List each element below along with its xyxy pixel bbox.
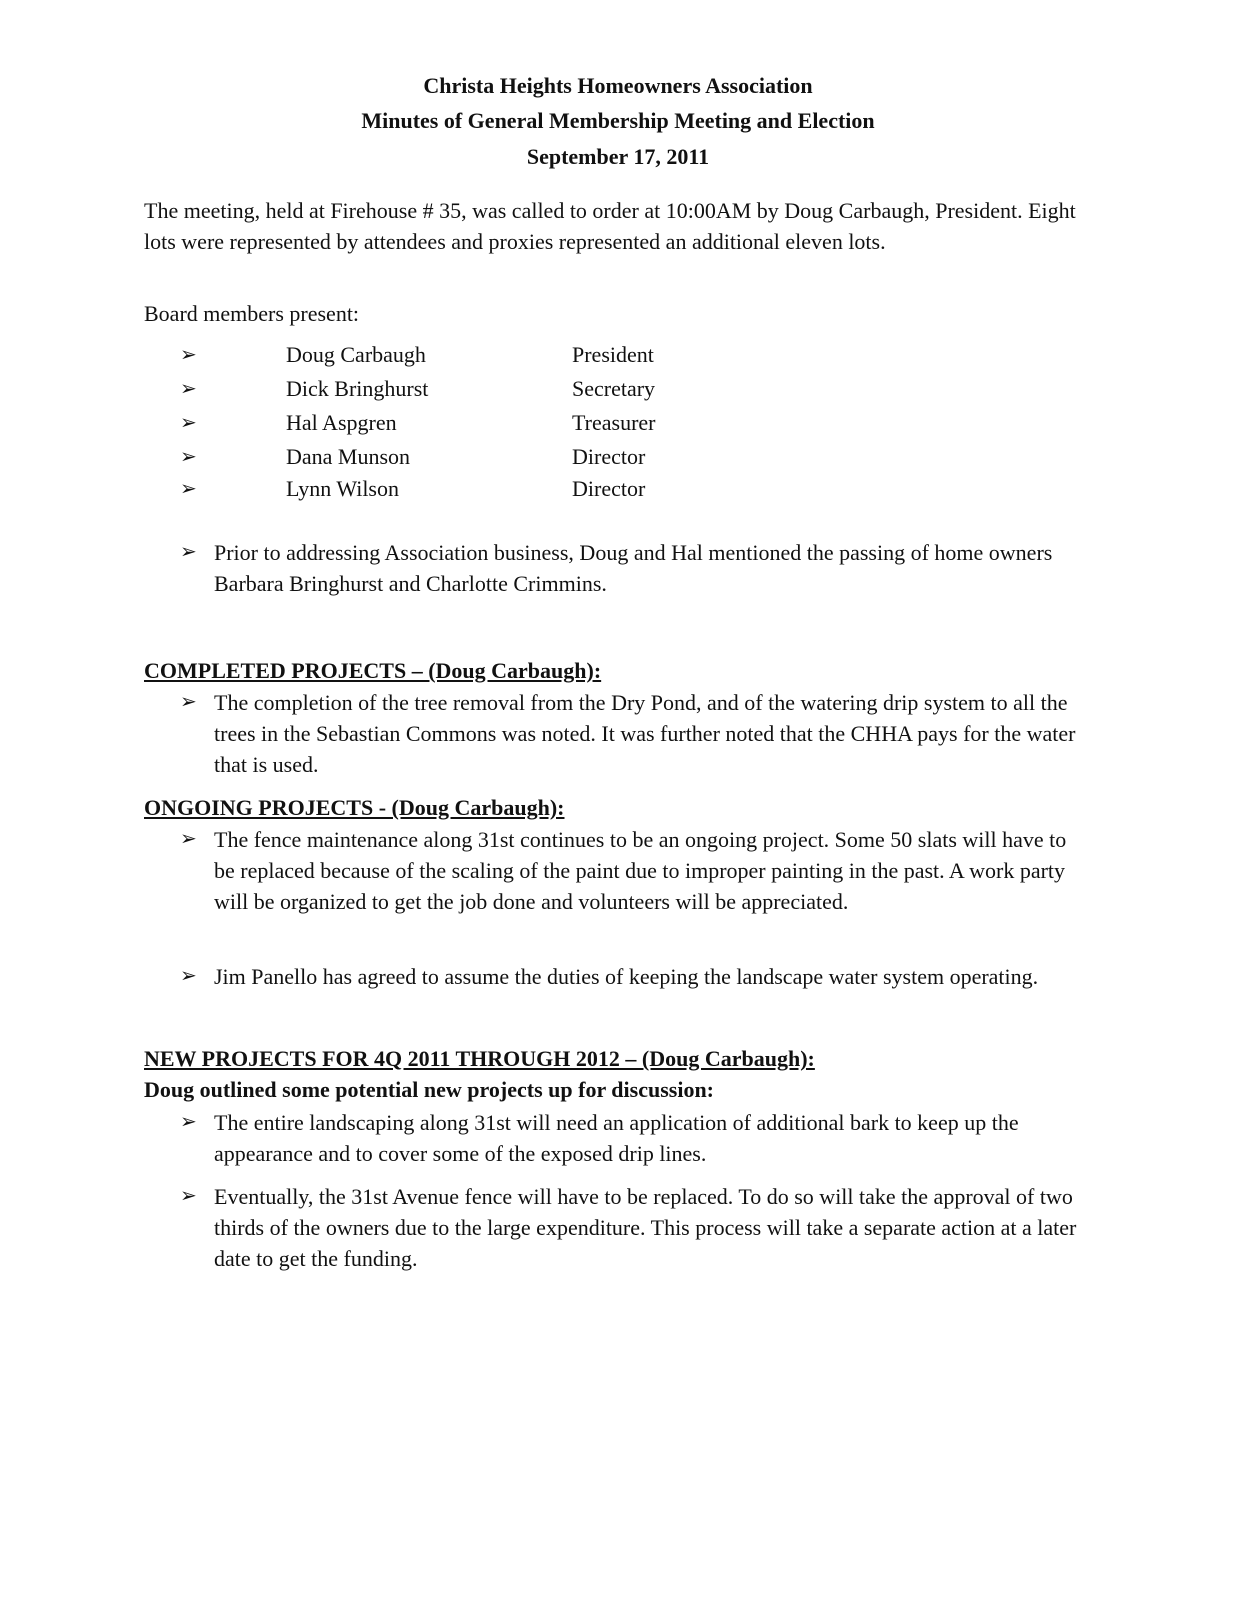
completed-project-item <box>180 687 1080 780</box>
board-member-role: Director <box>572 476 646 501</box>
ongoing-project-text: Jim Panello has agreed to assume the duties of keeping the landscape water system operating. <box>214 964 1039 989</box>
board-member-row <box>0 442 1236 472</box>
document-title: Christa Heights Homeowners Association <box>423 73 813 98</box>
intro-paragraph: The meeting, held at Firehouse # 35, was called to order at 10:00AM by Doug Carbaugh, President. Eight lots were represented by attendees and proxies represented an additional eleven lots. <box>144 198 1076 254</box>
arrow-bullet-icon: ➢ <box>180 1111 197 1133</box>
ongoing-project-item <box>180 961 1080 992</box>
arrow-bullet-icon: ➢ <box>180 965 197 987</box>
board-member-row <box>0 474 1236 504</box>
ongoing-project-item <box>180 824 1080 917</box>
completed-projects-heading: COMPLETED PROJECTS – (Doug Carbaugh): <box>144 658 602 683</box>
arrow-bullet-icon: ➢ <box>180 378 197 400</box>
completed-project-text: The completion of the tree removal from the Dry Pond, and of the watering drip system to all the trees in the Sebastian Commons was noted. It was further noted that the CHHA pays for the water that is used. <box>214 690 1076 777</box>
new-project-text: The entire landscaping along 31st will need an application of additional bark to keep up the appearance and to cover some of the exposed drip lines. <box>214 1110 1019 1166</box>
board-member-role: Secretary <box>572 376 656 401</box>
board-members-label: Board members present: <box>144 301 360 326</box>
arrow-bullet-icon: ➢ <box>180 541 197 563</box>
arrow-bullet-icon: ➢ <box>180 478 197 500</box>
new-project-item <box>180 1107 1080 1169</box>
arrow-bullet-icon: ➢ <box>180 412 197 434</box>
board-member-role: Director <box>572 444 646 469</box>
new-projects-heading: NEW PROJECTS FOR 4Q 2011 THROUGH 2012 – (Doug Carbaugh): <box>144 1046 815 1071</box>
prior-note-text: Prior to addressing Association business, Doug and Hal mentioned the passing of home owners Barbara Bringhurst and Charlotte Crimmins. <box>214 540 1053 596</box>
board-member-name: Dana Munson <box>286 444 411 469</box>
board-member-name: Hal Aspgren <box>286 410 397 435</box>
board-member-row <box>0 340 1236 370</box>
arrow-bullet-icon: ➢ <box>180 1185 197 1207</box>
board-member-name: Dick Bringhurst <box>286 376 429 401</box>
arrow-bullet-icon: ➢ <box>180 828 197 850</box>
board-member-row <box>0 374 1236 404</box>
arrow-bullet-icon: ➢ <box>180 344 197 366</box>
new-project-item <box>180 1181 1080 1274</box>
prior-note-item <box>180 537 1080 599</box>
new-projects-subheading: Doug outlined some potential new projects up for discussion: <box>144 1077 715 1102</box>
board-member-role: President <box>572 342 654 367</box>
new-project-text: Eventually, the 31st Avenue fence will have to be replaced. To do so will take the approval of two thirds of the owners due to the large expenditure. This process will take a separate action at a later date to get the funding. <box>214 1184 1077 1271</box>
ongoing-projects-heading: ONGOING PROJECTS - (Doug Carbaugh): <box>144 795 565 820</box>
board-member-row <box>0 408 1236 438</box>
ongoing-project-text: The fence maintenance along 31st continues to be an ongoing project. Some 50 slats will have to be replaced because of the scaling of the paint due to improper painting in the past. A work party will be organized to get the job done and volunteers will be appreciated. <box>214 827 1067 914</box>
board-member-name: Lynn Wilson <box>286 476 399 501</box>
board-member-name: Doug Carbaugh <box>286 342 426 367</box>
board-member-role: Treasurer <box>572 410 656 435</box>
meeting-date: September 17, 2011 <box>526 144 710 169</box>
arrow-bullet-icon: ➢ <box>180 691 197 713</box>
arrow-bullet-icon: ➢ <box>180 446 197 468</box>
document-subtitle: Minutes of General Membership Meeting and Election <box>361 108 875 133</box>
